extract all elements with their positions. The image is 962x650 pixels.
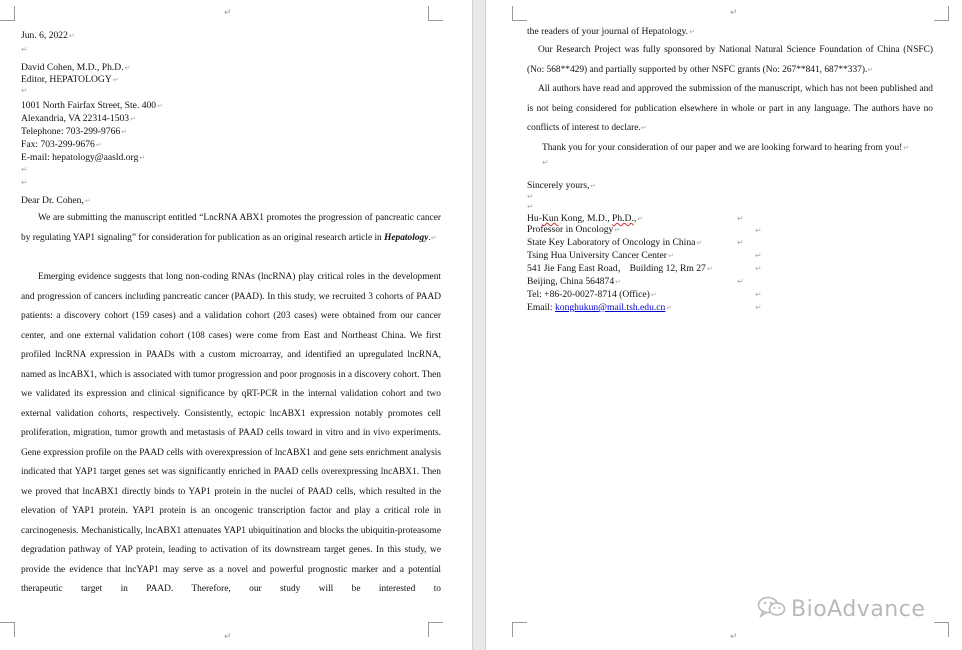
- recipient-email: E-mail: hepatology@aasld.org ↵: [21, 151, 145, 165]
- address-line-2: Alexandria, VA 22314-1503 ↵: [21, 112, 136, 126]
- signature-email: [527, 301, 672, 315]
- crop-mark: [428, 6, 443, 21]
- recipient-name: David Cohen, M.D., Ph.D. ↵: [21, 61, 130, 75]
- sig-email-label: Email:: [527, 302, 555, 313]
- sig-name-spellcheck: Kun: [541, 213, 559, 224]
- paragraph-thanks: Thank you for your consideration of our paper and we are looking forward to hearing from you! ↵: [542, 142, 909, 155]
- recipient-title: Editor, HEPATOLOGY ↵: [21, 73, 119, 87]
- cell-end-mark-icon: ↵: [755, 251, 762, 260]
- cell-end-mark-icon: ↵: [755, 226, 762, 235]
- empty-paragraph-mark-icon: ↵: [21, 86, 28, 95]
- paragraph-approval: All authors have read and approved the submission of the manuscript, which has not been published and is not being considered for publication elsewhere in whole or part in any language. The authors have no conflicts of interest to declare. ↵: [527, 80, 933, 139]
- wechat-icon: [757, 595, 787, 625]
- crop-mark: [512, 6, 527, 21]
- journal-name: Hepatology: [384, 232, 429, 243]
- signature-address-1: 541 Jie Fang East Road， Building 12, Rm 27 ↵: [527, 262, 713, 276]
- sig-degree-spellcheck: Ph.D.: [612, 213, 634, 224]
- paragraph-intro: [21, 209, 441, 248]
- sig-name-part: Hu-: [527, 213, 542, 224]
- empty-paragraph-mark-icon: ↵: [21, 165, 28, 174]
- recipient-telephone: Telephone: 703-299-9766 ↵: [21, 125, 127, 139]
- empty-paragraph-mark-icon: ↵: [542, 158, 549, 167]
- paragraph-funding: Our Research Project was fully sponsored by National Natural Science Foundation of China (NSFC) (No: 568**429) and partially supported by other NSFC grants (No: 267**841, 687**337). ↵: [527, 41, 933, 80]
- watermark: [757, 595, 925, 625]
- empty-paragraph-mark-icon: ↵: [21, 45, 28, 54]
- closing: Sincerely yours, ↵: [527, 179, 596, 193]
- signature-address-2: Beijing, China 564874 ↵: [527, 275, 621, 289]
- crop-mark: [934, 6, 949, 21]
- document-page-1[interactable]: [0, 0, 472, 650]
- intro-text: We are submitting the manuscript entitled “LncRNA ABX1 promotes the progression of pancreatic cancer by regulating YAP1 signaling” for consideration for publication as an original research article in: [21, 213, 441, 243]
- sig-email-link[interactable]: konghukun@mail.tsh.edu.cn: [554, 302, 666, 313]
- sig-name-part: ,: [633, 213, 637, 224]
- header-paragraph-mark-icon: ↵: [224, 8, 232, 18]
- address-line-1: 1001 North Fairfax Street, Ste. 400 ↵: [21, 99, 163, 113]
- footer-paragraph-mark-icon: ↵: [224, 632, 232, 642]
- crop-mark: [512, 622, 527, 637]
- watermark-text: BioAdvance: [791, 597, 926, 622]
- intro-period: .: [428, 232, 431, 243]
- paragraph-research-summary: Emerging evidence suggests that long non-coding RNAs (lncRNA) play critical roles in the development and progression of cancers including pancreatic cancer (PAAD). In this study, we recruited 3 cohorts of PAAD patients: a discovery cohort (159 cases) and a validation cohort (203 cases) were obtained from our cancer center, and one external validation cohort (108 cases) were come from East and Northeast China. We first profiled lncRNA expression in PAADs with a custom microarray, and identified an upregulated lncRNA, named as lncABX1, which is associated with tumor progression and poor prognosis in a discovery cohort. Then we validated its expression and clinical significance by qRT-PCR in the internal validation cohort and two external validation cohorts, respectively. Consistently, ectopic lncABX1 expression notably promotes cell proliferation, migration, tumor growth and metastasis of PAAD cells toward in vitro and in vivo experiments. Gene expression profile on the PAAD cells with overexpression of lncABX1 and gene sets enrichment analysis indicated that YAP1 target genes set was significantly enriched in PAAD cells overexpressing lncABX1. Then we proved that lncABX1 directly binds to YAP1 protein in the nuclei of PAAD cells, which resulted in the elevation of YAP1 protein. YAP1 protein is an oncogenic transcription factor and play a critical role in carcinogenesis. Mechanistically, lncABX1 attenuates YAP1 ubiquitination and blocks the ubiquitin-proteasome degradation pathway of YAP protein, leading to activation of its downstream target genes. In this study, we provide the evidence that lncYAP1 may serve as a novel and powerful prognostic marker and a potential therapeutic target in PAAD. Therefore, our study will be interested to: [21, 272, 441, 594]
- signature-telephone: Tel: +86-20-0027-8714 (Office) ↵: [527, 288, 657, 302]
- empty-paragraph-mark-icon: ↵: [527, 192, 534, 201]
- crop-mark: [428, 622, 443, 637]
- signature-center: Tsing Hua University Cancer Center ↵: [527, 249, 674, 263]
- cell-end-mark-icon: ↵: [755, 264, 762, 273]
- signature-lab: State Key Laboratory of Oncology in China ↵: [527, 236, 702, 250]
- letter-date: Jun. 6, 2022 ↵: [21, 29, 75, 43]
- page-gutter: [472, 0, 486, 650]
- signature-title: Professor in Oncology ↵: [527, 223, 620, 237]
- empty-paragraph-mark-icon: ↵: [21, 178, 28, 187]
- empty-paragraph-mark-icon: ↵: [527, 202, 534, 211]
- cell-end-mark-icon: ↵: [755, 303, 762, 312]
- sig-name-part: Kong, M.D.,: [558, 213, 613, 224]
- cell-end-mark-icon: ↵: [737, 277, 744, 286]
- footer-paragraph-mark-icon: ↵: [730, 632, 738, 642]
- crop-mark: [0, 6, 15, 21]
- salutation: Dear Dr. Cohen, ↵: [21, 194, 91, 208]
- recipient-fax: Fax: 703-299-9676 ↵: [21, 138, 102, 152]
- crop-mark: [0, 622, 15, 637]
- cell-end-mark-icon: ↵: [737, 238, 744, 247]
- cell-end-mark-icon: ↵: [737, 214, 744, 223]
- crop-mark: [934, 622, 949, 637]
- continuation-line: the readers of your journal of Hepatology. ↵: [527, 25, 695, 39]
- cell-end-mark-icon: ↵: [755, 290, 762, 299]
- header-paragraph-mark-icon: ↵: [730, 8, 738, 18]
